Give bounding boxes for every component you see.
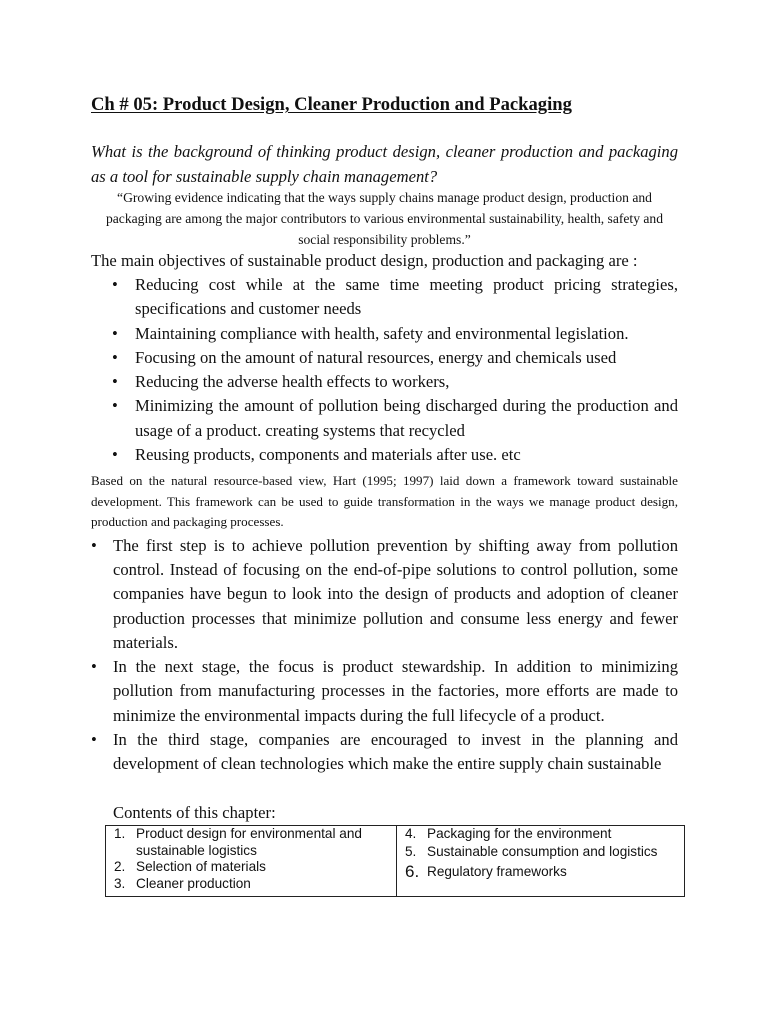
contents-item-text: Cleaner production bbox=[136, 875, 251, 891]
contents-item bbox=[397, 862, 684, 882]
contents-table bbox=[105, 825, 685, 897]
contents-item-number: 4. bbox=[405, 826, 417, 841]
framework-paragraph: Based on the natural resource-based view, Hart (1995; 1997) laid down a framework toward sustainable development. This framework can be used to guide transformation in the ways we manage product design, production and packaging processes. bbox=[91, 473, 678, 530]
bullet-icon: • bbox=[91, 657, 97, 677]
background-question: What is the background of thinking product design, cleaner production and packaging as a tool for sustainable supply chain management? bbox=[91, 142, 678, 186]
quote-paragraph: “Growing evidence indicating that the ways supply chains manage product design, production and packaging are among the major contributors to various environmental sustainability, health, safety and social responsibility problems.” bbox=[105, 190, 664, 247]
bullet-icon: • bbox=[112, 275, 118, 294]
contents-right-column bbox=[397, 826, 685, 897]
bullet-icon: • bbox=[91, 536, 97, 555]
stage-text: In the third stage, companies are encouraged to invest in the planning and development of clean technologies which make the entire supply chain sustainable bbox=[113, 730, 678, 774]
list-item bbox=[91, 728, 678, 776]
contents-item-text: Packaging for the environment bbox=[427, 826, 612, 841]
list-item bbox=[112, 370, 678, 394]
contents-item-number: 2. bbox=[114, 859, 126, 874]
list-item bbox=[112, 322, 678, 346]
list-item bbox=[112, 346, 678, 370]
contents-item-text: Selection of materials bbox=[136, 859, 266, 874]
bullet-icon: • bbox=[112, 396, 118, 416]
bullet-icon: • bbox=[112, 347, 118, 367]
table-row bbox=[106, 826, 685, 897]
list-item bbox=[112, 273, 678, 322]
bullet-icon: • bbox=[112, 445, 118, 465]
list-item bbox=[91, 655, 678, 728]
objectives-list bbox=[112, 273, 678, 467]
contents-item-text: Sustainable consumption and logistics bbox=[427, 844, 658, 859]
bullet-icon: • bbox=[112, 372, 118, 392]
stage-text: In the next stage, the focus is product stewardship. In addition to minimizing pollution from manufacturing processes in the factories, more efforts are made to minimize the environmental impacts during the full lifecycle of a product. bbox=[113, 657, 678, 725]
contents-item-number: 1. bbox=[114, 826, 126, 841]
contents-left-column bbox=[106, 826, 397, 897]
stage-text: The first step is to achieve pollution prevention by shifting away from pollution control. Instead of focusing on the end-of-pipe solutions to control pollution, some companies have begun to look into the design of products and adoption of cleaner production processes that minimize pollution and consume less energy and fewer materials. bbox=[113, 536, 678, 652]
contents-label: Contents of this chapter: bbox=[113, 803, 276, 822]
bullet-icon: • bbox=[112, 323, 118, 343]
objective-text: Focusing on the amount of natural resources, energy and chemicals used bbox=[135, 347, 617, 367]
objective-text: Reusing products, components and materials after use. etc bbox=[135, 445, 521, 465]
contents-item-number: 3. bbox=[114, 875, 126, 891]
contents-item bbox=[397, 826, 684, 842]
list-item bbox=[112, 443, 678, 467]
list-item bbox=[112, 394, 678, 443]
contents-item-text: Product design for environmental and sustainable logistics bbox=[136, 826, 362, 858]
contents-item-text: Regulatory frameworks bbox=[427, 864, 567, 879]
contents-item bbox=[397, 842, 684, 862]
objective-text: Maintaining compliance with health, safety and environmental legislation. bbox=[135, 323, 629, 343]
contents-item bbox=[106, 876, 396, 893]
bullet-icon: • bbox=[91, 730, 97, 749]
stages-list bbox=[91, 534, 678, 777]
list-item bbox=[91, 534, 678, 655]
objective-text: Reducing the adverse health effects to workers, bbox=[135, 372, 450, 392]
objective-text: Reducing cost while at the same time meeting product pricing strategies, specifications and customer needs bbox=[135, 275, 678, 319]
contents-item bbox=[106, 859, 396, 876]
contents-item-number: 5. bbox=[405, 844, 417, 859]
contents-item bbox=[106, 826, 396, 859]
chapter-title: Ch # 05: Product Design, Cleaner Production and Packaging bbox=[91, 94, 572, 115]
objective-text: Minimizing the amount of pollution being discharged during the production and usage of a product. creating systems that recycled bbox=[135, 396, 678, 440]
contents-item-number: 6. bbox=[405, 862, 420, 881]
objectives-intro: The main objectives of sustainable product design, production and packaging are : bbox=[91, 251, 638, 270]
